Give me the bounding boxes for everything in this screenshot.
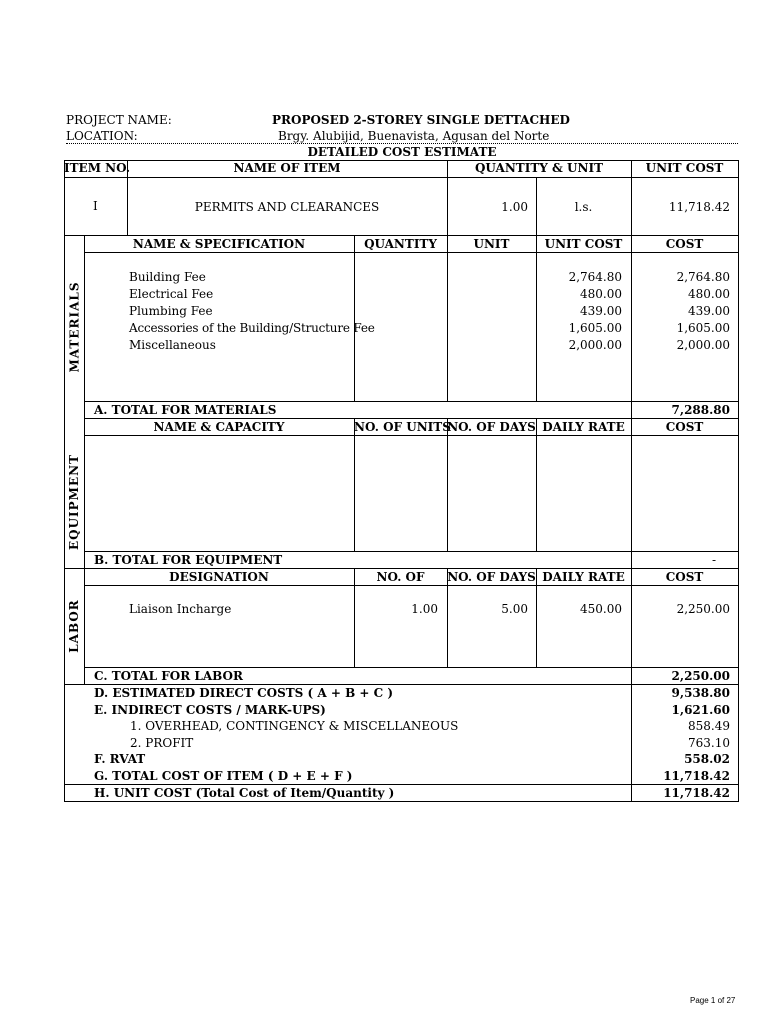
labor-header-no-of: NO. OF (376, 570, 425, 584)
direct-costs-label: D. ESTIMATED DIRECT COSTS ( A + B + C ) (94, 686, 394, 700)
equipment-header-cost: COST (665, 420, 704, 434)
item-number: I (93, 199, 98, 213)
unit-cost-value: 11,718.42 (663, 786, 730, 800)
equipment-total-label: B. TOTAL FOR EQUIPMENT (94, 553, 283, 567)
total-cost-label: G. TOTAL COST OF ITEM ( D + E + F ) (94, 769, 353, 783)
direct-costs-value: 9,538.80 (671, 686, 730, 700)
materials-header-name: NAME & SPECIFICATION (132, 237, 306, 251)
location-label: LOCATION: (66, 129, 138, 143)
indirect-costs-value: 1,621.60 (671, 703, 730, 717)
material-unit-cost: 2,000.00 (568, 338, 622, 352)
material-unit-cost: 439.00 (580, 304, 622, 318)
rvat-value: 558.02 (684, 752, 730, 766)
header-name-of-item: NAME OF ITEM (233, 161, 341, 175)
header-item-no: ITEM NO. (64, 161, 131, 175)
labor-header-designation: DESIGNATION (169, 570, 269, 584)
labor-designation: Liaison Incharge (129, 602, 232, 616)
labor-rate: 450.00 (580, 602, 622, 616)
equipment-header-days: NO. OF DAYS (447, 420, 536, 434)
item-unit: l.s. (574, 200, 593, 214)
page-number: Page 1 of 27 (690, 996, 736, 1005)
equipment-section-label: EQUIPMENT (67, 453, 81, 550)
labor-header-cost: COST (665, 570, 704, 584)
materials-header-cost: COST (665, 237, 704, 251)
indirect-costs-label: E. INDIRECT COSTS / MARK-UPS) (94, 703, 326, 717)
material-cost: 1,605.00 (676, 321, 730, 335)
materials-header-unit-cost: UNIT COST (544, 237, 623, 251)
material-name: Accessories of the Building/Structure Fee (129, 321, 375, 335)
material-unit-cost: 480.00 (580, 287, 622, 301)
location-value: Brgy. Alubijid, Buenavista, Agusan del Norte (278, 129, 550, 143)
header-divider (66, 143, 738, 144)
material-unit-cost: 1,605.00 (568, 321, 622, 335)
labor-total-value: 2,250.00 (671, 669, 730, 683)
rvat-label: F. RVAT (94, 752, 146, 766)
overhead-label: 1. OVERHEAD, CONTINGENCY & MISCELLANEOUS (130, 719, 459, 733)
profit-label: 2. PROFIT (130, 736, 194, 750)
equipment-header-name: NAME & CAPACITY (153, 420, 285, 434)
labor-days: 5.00 (501, 602, 528, 616)
item-name: PERMITS AND CLEARANCES (194, 200, 380, 214)
equipment-header-units: NO. OF UNITS (354, 420, 451, 434)
labor-no-of: 1.00 (411, 602, 438, 616)
header-unit-cost: UNIT COST (645, 161, 724, 175)
materials-total-label: A. TOTAL FOR MATERIALS (94, 403, 277, 417)
overhead-value: 858.49 (688, 719, 730, 733)
material-name: Plumbing Fee (129, 304, 213, 318)
material-unit-cost: 2,764.80 (568, 270, 622, 284)
material-name: Building Fee (129, 270, 206, 284)
project-name-label: PROJECT NAME: (66, 113, 172, 127)
materials-total-value: 7,288.80 (671, 403, 730, 417)
material-name: Miscellaneous (129, 338, 216, 352)
material-cost: 2,764.80 (676, 270, 730, 284)
equipment-header-rate: DAILY RATE (542, 420, 625, 434)
labor-cost: 2,250.00 (676, 602, 730, 616)
material-cost: 480.00 (688, 287, 730, 301)
material-cost: 2,000.00 (676, 338, 730, 352)
unit-cost-label: H. UNIT COST (Total Cost of Item/Quantity ) (94, 786, 395, 800)
total-cost-value: 11,718.42 (663, 769, 730, 783)
labor-total-label: C. TOTAL FOR LABOR (94, 669, 243, 683)
materials-section-label: MATERIALS (67, 280, 82, 373)
material-name: Electrical Fee (129, 287, 214, 301)
header-quantity-unit: QUANTITY & UNIT (474, 161, 604, 175)
labor-header-rate: DAILY RATE (542, 570, 625, 584)
materials-header-quantity: QUANTITY (364, 237, 437, 251)
equipment-total-value: - (711, 553, 716, 567)
labor-section-label: LABOR (67, 599, 82, 653)
item-quantity: 1.00 (501, 200, 528, 214)
project-name-value: PROPOSED 2-STOREY SINGLE DETTACHED (272, 113, 570, 127)
material-cost: 439.00 (688, 304, 730, 318)
profit-value: 763.10 (688, 736, 730, 750)
materials-header-unit: UNIT (473, 237, 510, 251)
labor-header-days: NO. OF DAYS (447, 570, 536, 584)
item-unit-cost: 11,718.42 (668, 200, 730, 214)
document-title: DETAILED COST ESTIMATE (307, 145, 497, 159)
